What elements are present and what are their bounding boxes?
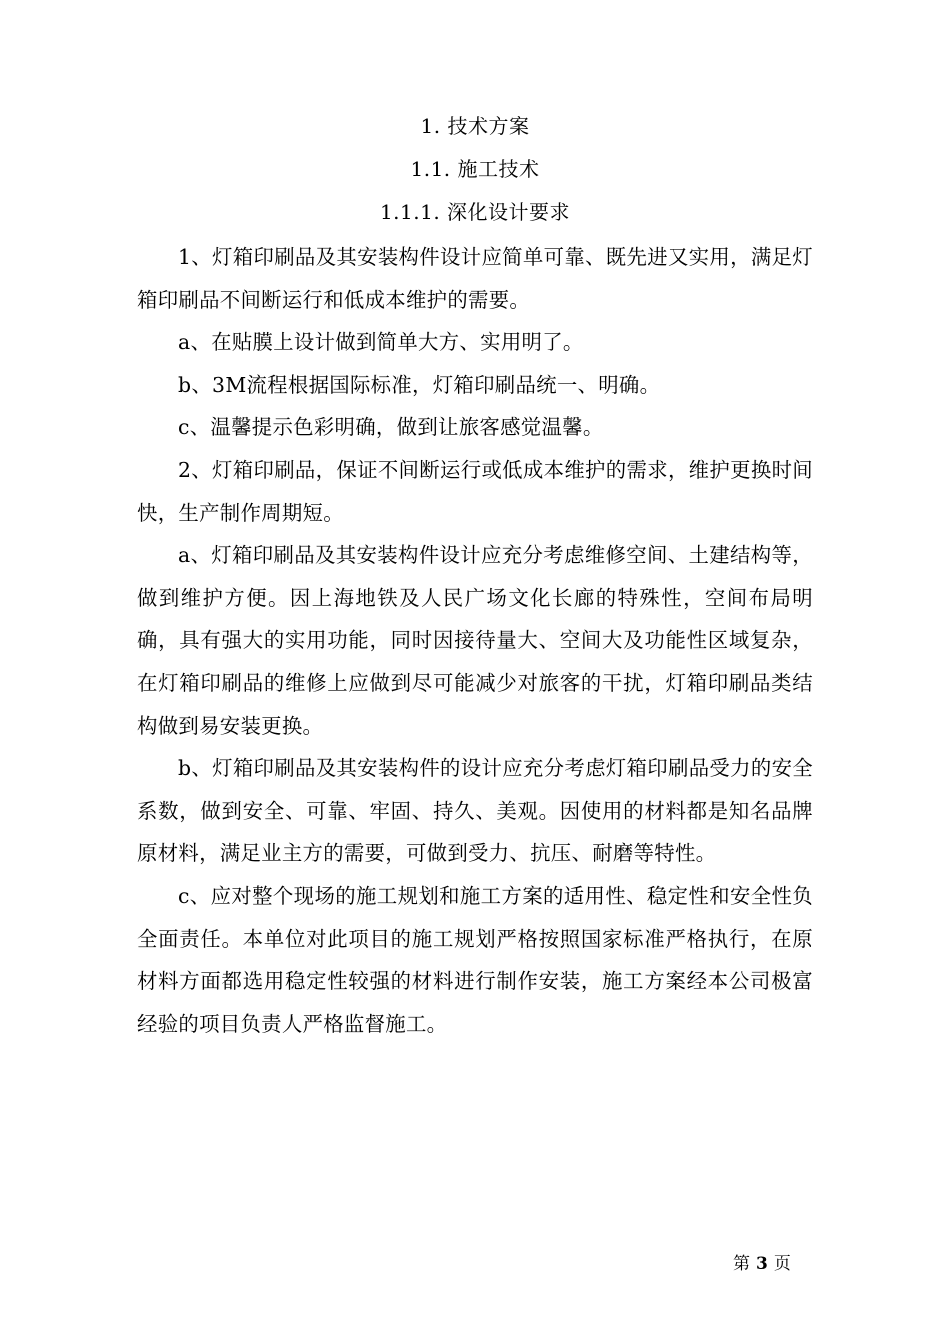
paragraph-1a: a、在贴膜上设计做到简单大方、实用明了。	[178, 330, 584, 355]
paragraph-1b: b、3M流程根据国际标准，灯箱印刷品统一、明确。	[178, 372, 661, 397]
paragraph-2: 2、灯箱印刷品，保证不间断运行或低成本维护的需求，维护更换时间快，生产制作周期短。	[137, 457, 813, 525]
section-heading-1-1: 1.1. 施工技术	[410, 157, 540, 181]
page-number-suffix: 页	[773, 1254, 791, 1274]
section-heading-1: 1. 技术方案	[420, 114, 530, 138]
body-text	[137, 236, 813, 1045]
page-number-prefix: 第	[733, 1254, 750, 1274]
section-heading-1-1-1: 1.1.1. 深化设计要求	[379, 200, 571, 224]
paragraph-1: 1、灯箱印刷品及其安装构件设计应简单可靠、既先进又实用，满足灯箱印刷品不间断运行和低成本维护的需要。	[137, 245, 813, 312]
paragraph-2c: c、应对整个现场的施工规划和施工方案的适用性、稳定性和安全性负全面责任。本单位对此项目的施工规划严格按照国家标准严格执行，在原材料方面都选用稳定性较强的材料进行制作安装，施工方案经本公司极富经验的项目负责人严格监督施工。	[137, 883, 813, 1036]
page-footer	[733, 1253, 791, 1275]
page-number: 3	[756, 1254, 768, 1274]
paragraph-2b: b、灯箱印刷品及其安装构件的设计应充分考虑灯箱印刷品受力的安全系数，做到安全、可靠、牢固、持久、美观。因使用的材料都是知名品牌原材料，满足业主方的需要，可做到受力、抗压、耐磨等特性。	[137, 756, 813, 866]
paragraph-2a: a、灯箱印刷品及其安装构件设计应充分考虑维修空间、土建结构等，做到维护方便。因上海地铁及人民广场文化长廊的特殊性，空间布局明确，具有强大的实用功能，同时因接待量大、空间大及功能性区域复杂，在灯箱印刷品的维修上应做到尽可能减少对旅客的干扰，灯箱印刷品类结构做到易安装更换。	[137, 543, 813, 738]
paragraph-1c: c、温馨提示色彩明确，做到让旅客感觉温馨。	[178, 415, 604, 440]
